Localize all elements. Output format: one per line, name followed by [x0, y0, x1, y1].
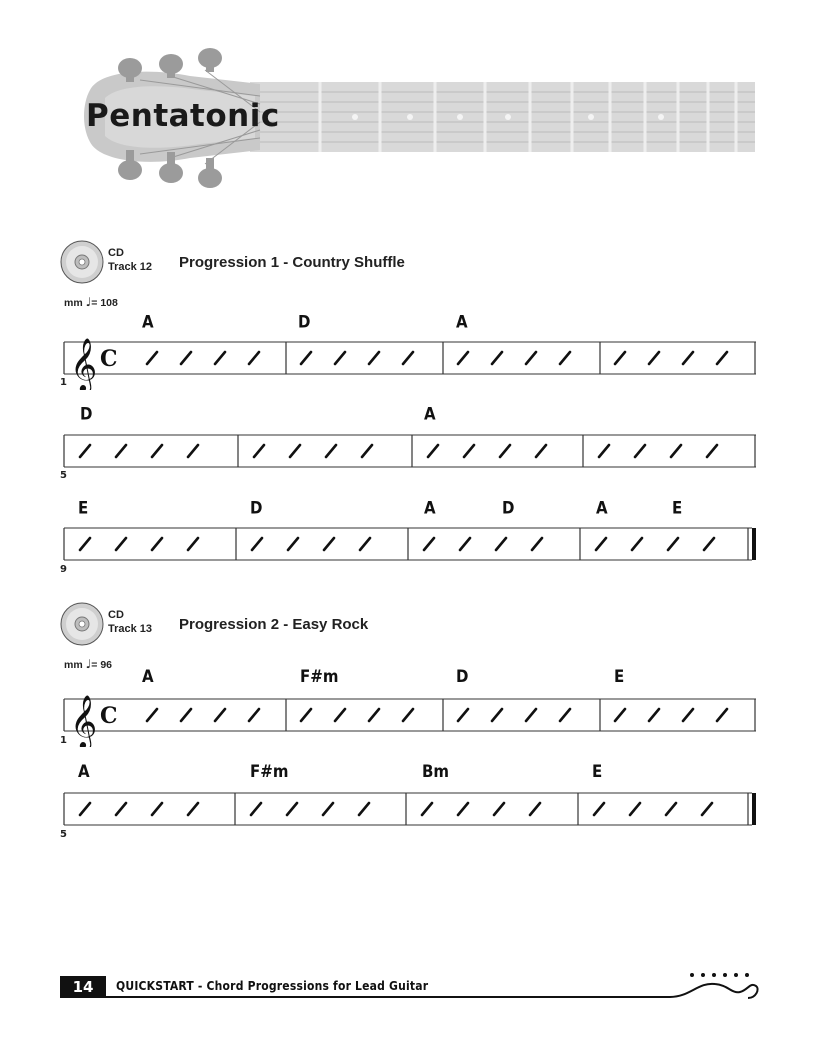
final-barline [752, 793, 756, 825]
chord-symbol: E [78, 497, 89, 519]
quarter-note-icon: ♩ [85, 295, 92, 309]
common-time-icon: C [100, 346, 118, 372]
chord-symbol: A [596, 497, 608, 519]
cd-track-label-2 [60, 602, 180, 652]
cd-label: CD [108, 609, 124, 621]
cd-disc-icon [60, 602, 104, 646]
measure-number: 5 [60, 829, 67, 840]
page-footer [60, 972, 760, 1002]
progression-title: Progression 2 - Easy Rock [179, 616, 369, 633]
chord-symbol: E [614, 665, 625, 687]
music-staff [60, 330, 760, 390]
measure-number: 1 [60, 735, 67, 746]
final-barline [752, 528, 756, 560]
chord-symbol: D [502, 497, 515, 519]
chord-symbol: A [424, 403, 436, 425]
page-title: Pentatonic [86, 98, 280, 134]
chord-symbol: A [142, 665, 154, 687]
chord-symbol: Bm [422, 760, 450, 782]
music-staff [60, 516, 760, 566]
tempo-value: = 108 [91, 297, 118, 309]
chord-symbol: F#m [250, 760, 289, 782]
chord-symbol: A [424, 497, 436, 519]
chord-symbol: A [78, 760, 90, 782]
tempo-prefix: mm [64, 659, 83, 671]
quarter-note-icon: ♩ [85, 657, 92, 671]
common-time-icon: C [100, 703, 118, 729]
music-staff [60, 687, 760, 747]
chord-symbol: D [80, 403, 93, 425]
music-staff [60, 423, 760, 473]
measure-number: 5 [60, 470, 67, 481]
tempo-value: = 96 [91, 659, 113, 671]
measure-number: 9 [60, 564, 67, 575]
chord-symbol: E [672, 497, 683, 519]
treble-clef-icon: 𝄞 [70, 694, 98, 747]
cd-disc-icon [60, 240, 104, 284]
book-title: QUICKSTART - Chord Progressions for Lead Guitar [116, 979, 429, 993]
chord-symbol: D [298, 311, 311, 333]
tempo-prefix: mm [64, 297, 83, 309]
chord-symbol: D [456, 665, 469, 687]
chord-symbol: D [250, 497, 263, 519]
measure-number: 1 [60, 377, 67, 388]
chord-symbol: E [592, 760, 603, 782]
chord-symbol: A [456, 311, 468, 333]
music-staff [60, 781, 760, 831]
tempo-marking [64, 295, 118, 309]
progression-title: Progression 1 - Country Shuffle [179, 254, 405, 271]
cd-track-label-1 [60, 240, 180, 290]
track-label: Track 13 [108, 623, 153, 635]
track-label: Track 12 [108, 261, 153, 273]
tempo-marking [64, 657, 112, 671]
chord-symbol: F#m [300, 665, 339, 687]
cd-label: CD [108, 247, 124, 259]
treble-clef-icon: 𝄞 [70, 337, 98, 390]
chord-symbol: A [142, 311, 154, 333]
page-number: 14 [60, 976, 106, 998]
